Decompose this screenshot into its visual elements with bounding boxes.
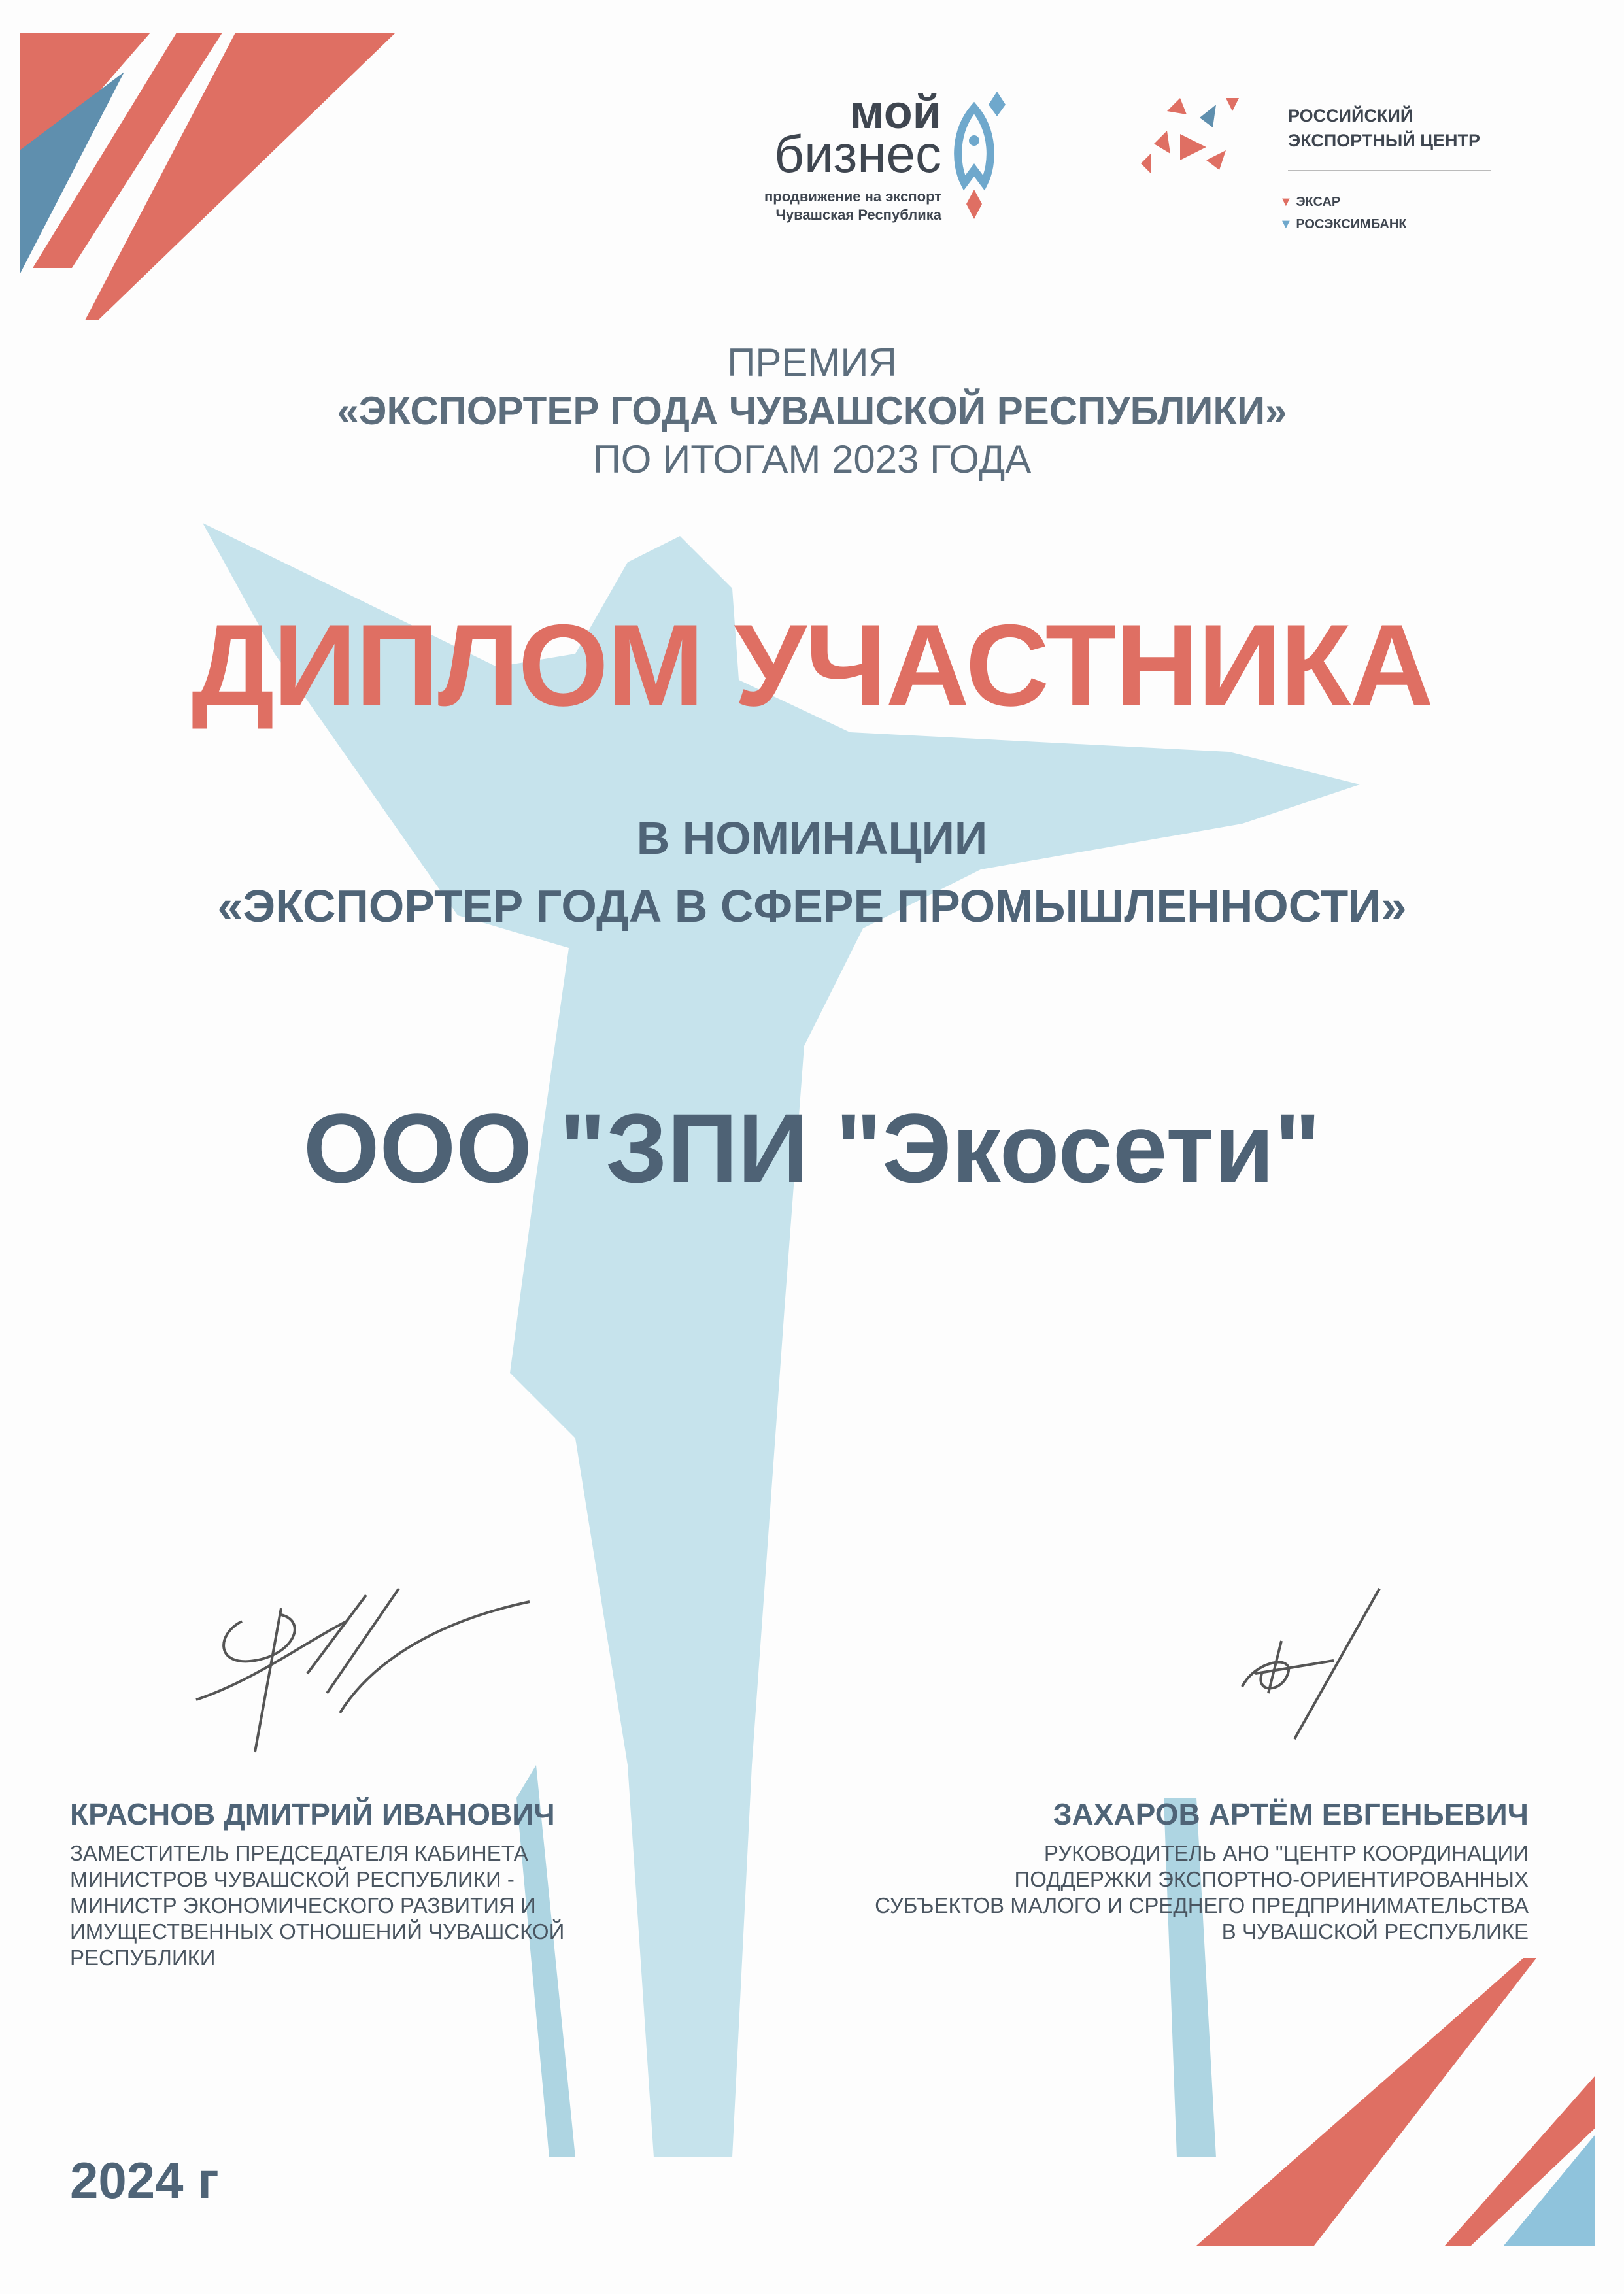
rec-emblem-icon: [1141, 98, 1272, 177]
diploma-title: ДИПЛОМ УЧАСТНИКА: [191, 600, 1433, 730]
recipient-name: ООО "ЗПИ "Экосети": [303, 1093, 1321, 1203]
signature-right: [1229, 1582, 1425, 1765]
corner-decoration-bottom-right: [1196, 1958, 1595, 2249]
award-header: ПРЕМИЯ «ЭКСПОРТЕР ГОДА ЧУВАШСКОЙ РЕСПУБЛИКИ» ПО ИТОГАМ 2023 ГОДА: [337, 341, 1287, 481]
signatory-position-left: ЗАМЕСТИТЕЛЬ ПРЕДСЕДАТЕЛЯ КАБИНЕТА МИНИСТРОВ ЧУВАШСКОЙ РЕСПУБЛИКИ - МИНИСТР ЭКОНОМИЧЕСКОГО РАЗВИТИЯ И ИМУЩЕСТВЕННЫХ ОТНОШЕНИЙ ЧУВАШСКОЙ РЕСПУБЛИКИ: [70, 1841, 565, 1970]
rocket-icon: [948, 92, 1013, 222]
signatory-name-right: ЗАХАРОВ АРТЁМ ЕВГЕНЬЕВИЧ: [1053, 1797, 1529, 1831]
signatory-position-right: РУКОВОДИТЕЛЬ АНО "ЦЕНТР КООРДИНАЦИИ ПОДДЕРЖКИ ЭКСПОРТНО-ОРИЕНТИРОВАННЫХ СУБЪЕКТОВ МАЛОГО И СРЕДНЕГО ПРЕДПРИНИМАТЕЛЬСТВА В ЧУВАШСКОЙ РЕСПУБЛИКЕ: [875, 1841, 1529, 1944]
signature-left: [177, 1582, 543, 1778]
corner-decoration-top-left: [20, 33, 399, 327]
nomination: В НОМИНАЦИИ «ЭКСПОРТЕР ГОДА В СФЕРЕ ПРОМЫШЛЕННОСТИ»: [217, 813, 1407, 932]
exar-label: ▼ ЭКСАР: [1279, 195, 1341, 209]
year: 2024 г: [70, 2151, 219, 2209]
signatory-name-left: КРАСНОВ ДМИТРИЙ ИВАНОВИЧ: [70, 1797, 555, 1831]
divider: [1288, 170, 1491, 171]
roseximbank-label: ▼ РОСЭКСИМБАНК: [1279, 217, 1407, 231]
rec-logo: РОССИЙСКИЙ ЭКСПОРТНЫЙ ЦЕНТР ▼ ЭКСАР ▼ РОСЭКСИМБАНК: [1141, 92, 1507, 242]
moi-biznes-logo: мой бизнес продвижение на экспорт Чувашская Республика: [739, 92, 1020, 242]
